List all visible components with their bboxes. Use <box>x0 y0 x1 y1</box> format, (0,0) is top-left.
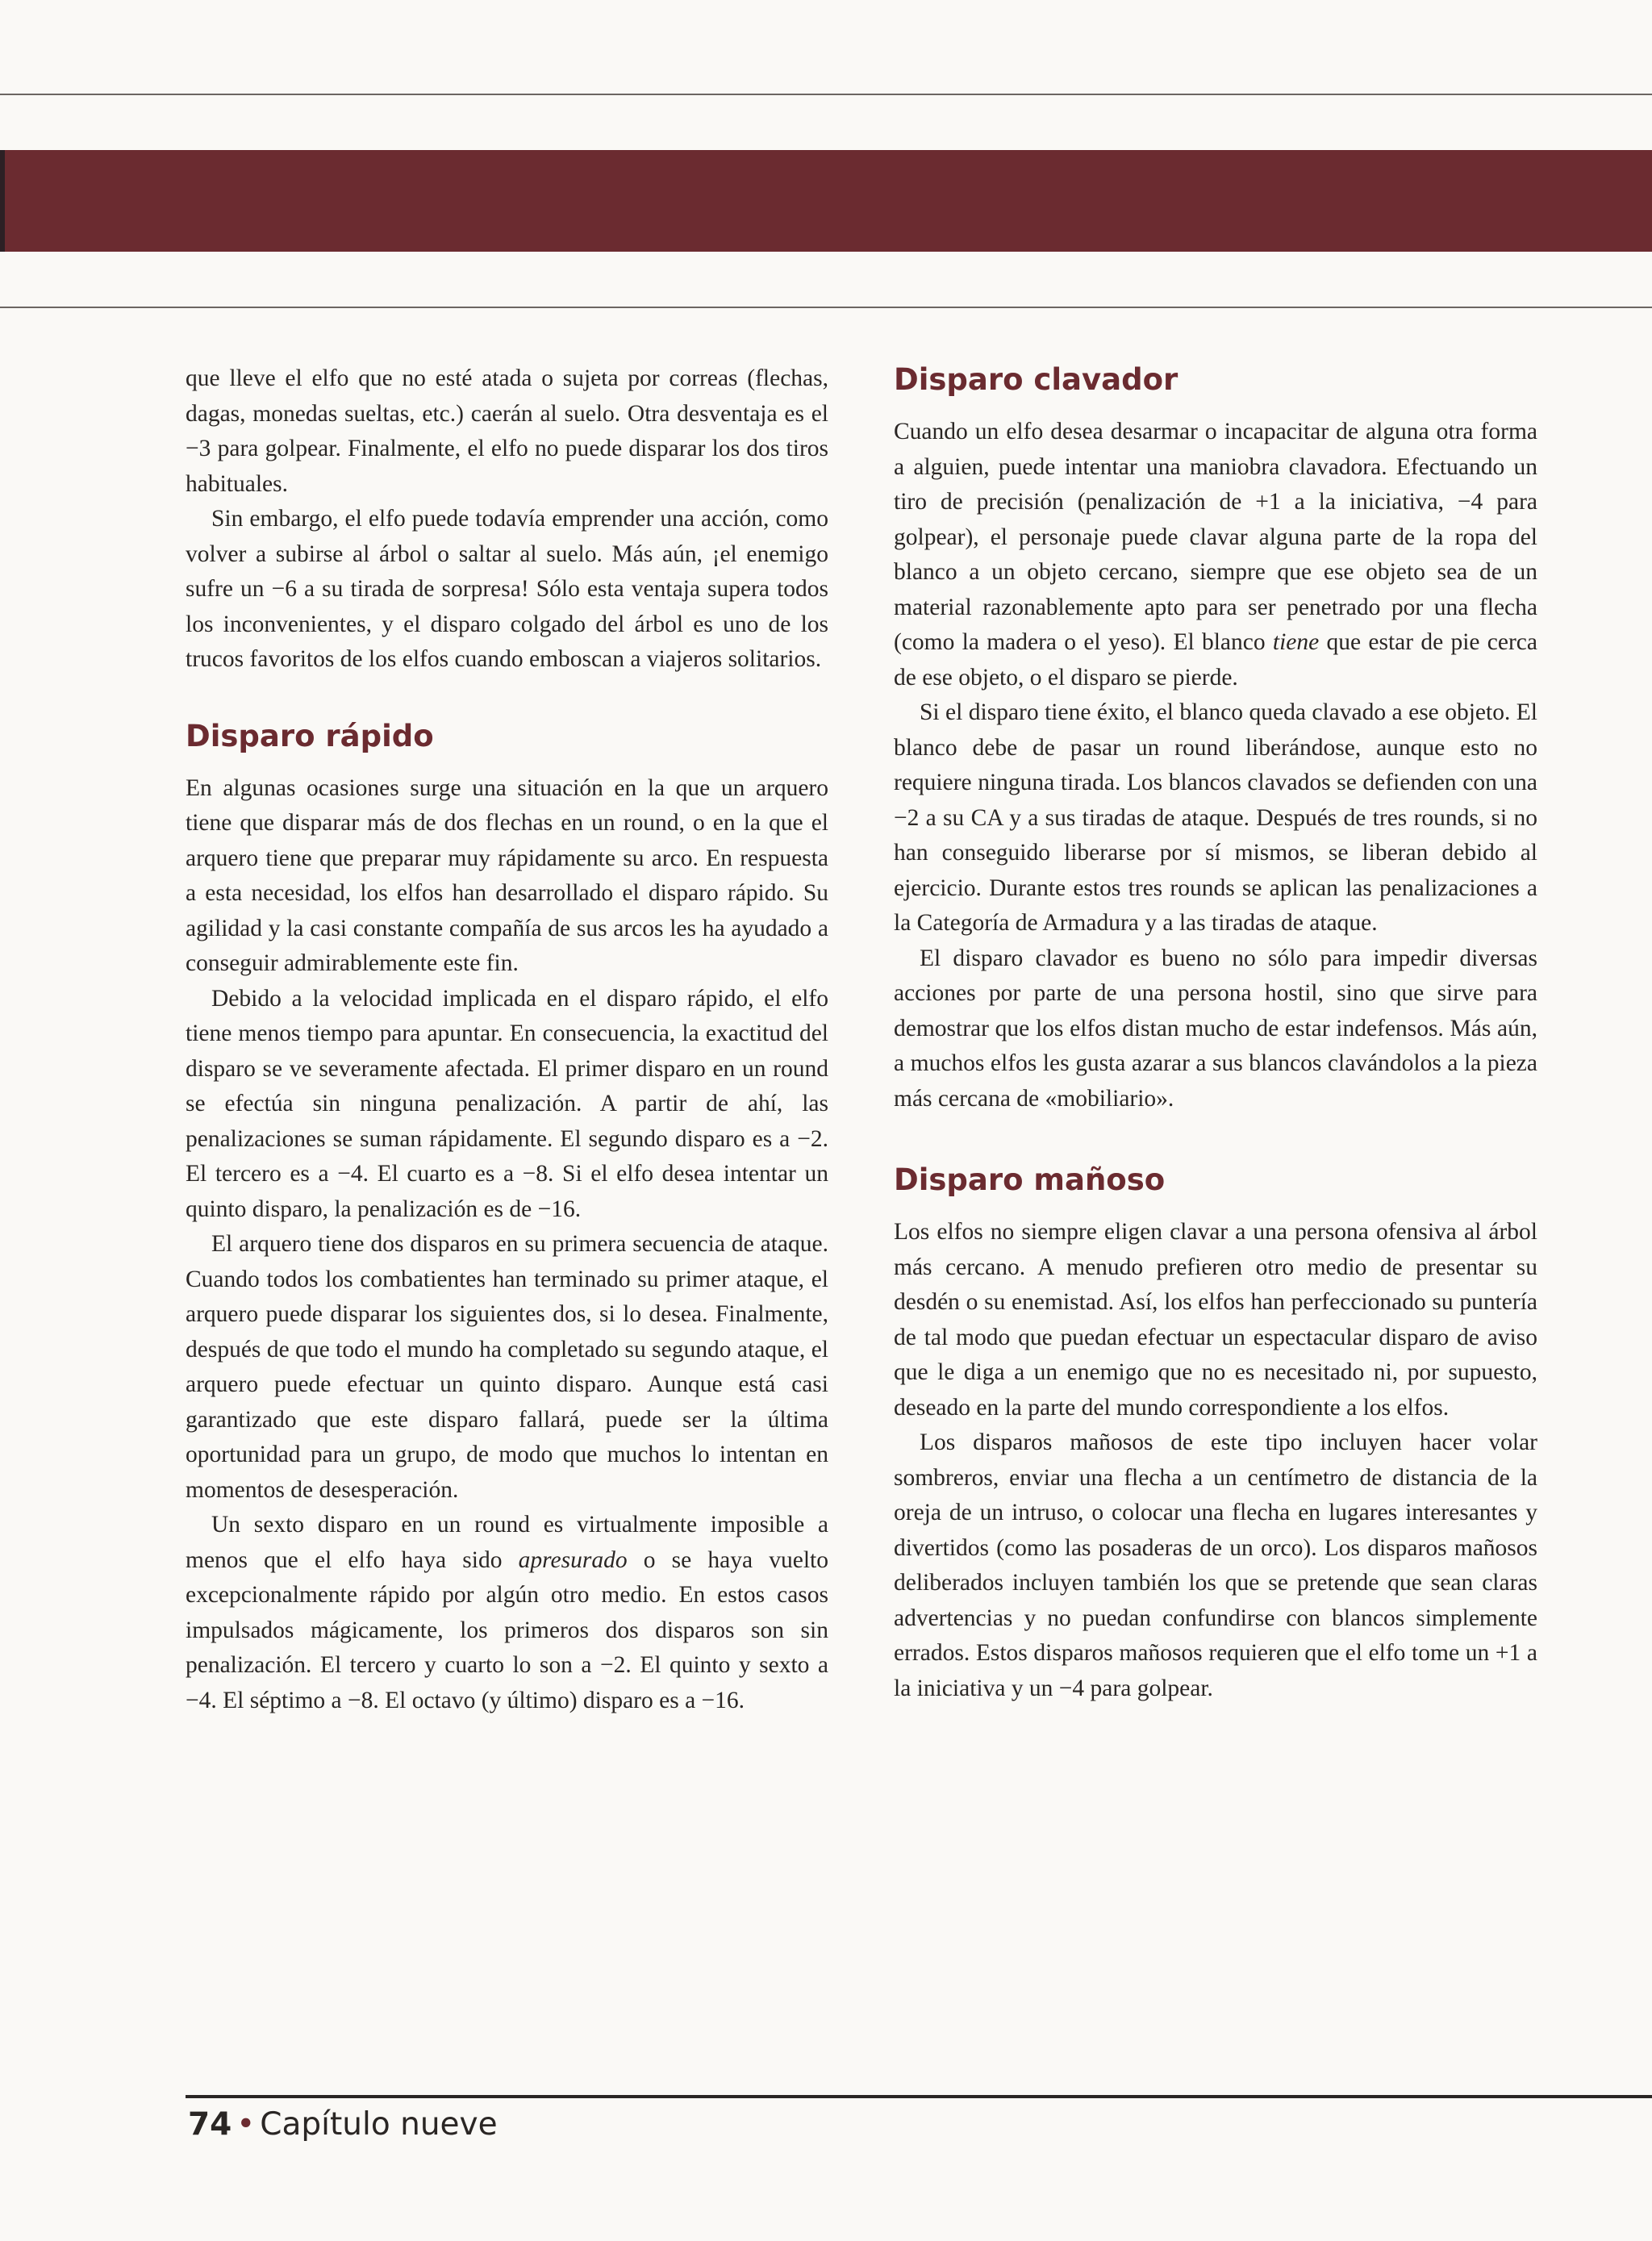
paragraph: Sin embargo, el elfo puede todavía emprender una acción, como volver a subirse al árbol o saltar al suelo. Más aún, ¡el enemigo sufre un −6 a su tirada de sorpresa! Sólo esta ventaja supera todos los inconvenientes, y el disparo colgado del árbol es uno de los trucos favoritos de los elfos cuando emboscan a viajeros solitarios. <box>186 506 828 672</box>
chapter-title: Capítulo nueve <box>260 2106 498 2143</box>
header-band-edge <box>0 150 5 252</box>
italic-term: apresurado <box>518 1546 628 1573</box>
paragraph: El arquero tiene dos disparos en su primera secuencia de ataque. Cuando todos los combatientes han terminado su primer ataque, el arquero puede disparar los siguientes dos, si lo desea. Finalmente, después de que todo el mundo ha completado su segundo ataque, el arquero puede efectuar un quinto disparo. Aunque está casi garantizado que este disparo fallará, puede ser la última oportunidad para un grupo, de modo que muchos lo intentan en momentos de desesperación. <box>186 1231 828 1503</box>
header-top-rule <box>0 94 1652 95</box>
paragraph-text: que estar de pie cerca de ese objeto, o el disparo se pierde. <box>894 629 1537 691</box>
section-heading-disparo-manoso: Disparo mañoso <box>894 1162 1166 1197</box>
italic-term: tiene <box>1272 629 1320 655</box>
paragraph: Los disparos mañosos de este tipo incluyen hacer volar sombreros, enviar una flecha a un centímetro de distancia de la oreja de un intruso, o colocar una flecha en lugares interesantes y divertidos (como las posaderas de un orco). Los disparos mañosos deliberados incluyen también los que se pretende que sean claras advertencias y no puedan confundirse con blancos simplemente errados. Estos disparos mañosos requieren que el elfo tome un +1 a la iniciativa y un −4 para golpear. <box>894 1429 1537 1701</box>
header-color-band <box>0 150 1652 252</box>
paragraph: Los elfos no siempre eligen clavar a una persona ofensiva al árbol más cercano. A menudo prefieren otro medio de presentar su desdén o su enemistad. Así, los elfos han perfeccionado su puntería de tal modo que puedan efectuar un espectacular disparo de aviso que le diga a un enemigo que no es necesitado ni, por supuesto, deseado en la parte del mundo correspondiente a los elfos. <box>894 1219 1537 1421</box>
section-heading-disparo-rapido: Disparo rápido <box>186 718 434 753</box>
paragraph <box>186 1508 828 1718</box>
section-heading-disparo-clavador: Disparo clavador <box>894 362 1179 397</box>
left-column <box>186 361 828 1718</box>
page-footer <box>188 2104 498 2146</box>
header-bottom-rule <box>0 307 1652 308</box>
paragraph: En algunas ocasiones surge una situación en la que un arquero tiene que disparar más de dos flechas en un round, o en la que el arquero tiene que preparar muy rápidamente su arco. En respuesta a esta necesidad, los elfos han desarrollado el disparo rápido. Su agilidad y la casi constante compañía de sus arcos les ha ayudado a conseguir admirablemente este fin. <box>186 774 828 976</box>
footer-rule <box>186 2095 1652 2098</box>
paragraph: El disparo clavador es bueno no sólo para impedir diversas acciones por parte de una persona hostil, sino que sirve para demostrar que los elfos distan mucho de estar indefensos. Más aún, a muchos elfos les gusta azarar a sus blancos clavándolos a la pieza más cercana de «mobiliario». <box>894 945 1537 1112</box>
right-column <box>894 361 1537 1706</box>
paragraph-text: Un sexto disparo en un round es virtualmente imposible a menos que el elfo haya sido <box>186 1512 828 1573</box>
paragraph: que lleve el elfo que no esté atada o sujeta por correas (flechas, dagas, monedas sueltas, etc.) caerán al suelo. Otra desventaja es el −3 para golpear. Finalmente, el elfo no puede disparar los dos tiros habituales. <box>186 365 828 497</box>
paragraph-text: Cuando un elfo desea desarmar o incapacitar de alguna otra forma a alguien, puede intentar una maniobra clavadora. Efectuando un tiro de precisión (penalización de +1 a la iniciativa, −4 para golpear), el personaje puede clavar alguna parte de la ropa del blanco a un objeto cercano, siempre que ese objeto sea de un material razonablemente apto para ser penetrado por una flecha (como la madera o el yeso). El blanco <box>894 419 1537 655</box>
paragraph: Debido a la velocidad implicada en el disparo rápido, el elfo tiene menos tiempo para apuntar. En consecuencia, la exactitud del disparo se ve severamente afectada. El primer disparo en un round se efectúa sin ninguna penalización. A partir de ahí, las penalizaciones se suman rápidamente. El segundo disparo es a −2. El tercero es a −4. El cuarto es a −8. Si el elfo desea intentar un quinto disparo, la penalización es de −16. <box>186 985 828 1222</box>
paragraph <box>894 415 1537 695</box>
paragraph-text: o se haya vuelto excepcionalmente rápido por algún otro medio. En estos casos impulsados mágicamente, los primeros dos disparos son sin penalización. El tercero y cuarto lo son a −2. El quinto y sexto a −4. El séptimo a −8. El octavo (y último) disparo es a −16. <box>186 1546 828 1713</box>
bullet-separator: • <box>236 2106 256 2143</box>
paragraph: Si el disparo tiene éxito, el blanco queda clavado a ese objeto. El blanco debe de pasar un round liberándose, aunque esto no requiere ninguna tirada. Los blancos clavados se defienden con una −2 a su CA y a sus tiradas de ataque. Después de tres rounds, si no han conseguido liberarse por sí mismos, se liberan debido al ejercicio. Durante estos tres rounds se aplican las penalizaciones a la Categoría de Armadura y a las tiradas de ataque. <box>894 699 1537 936</box>
page-number: 74 <box>188 2106 232 2143</box>
